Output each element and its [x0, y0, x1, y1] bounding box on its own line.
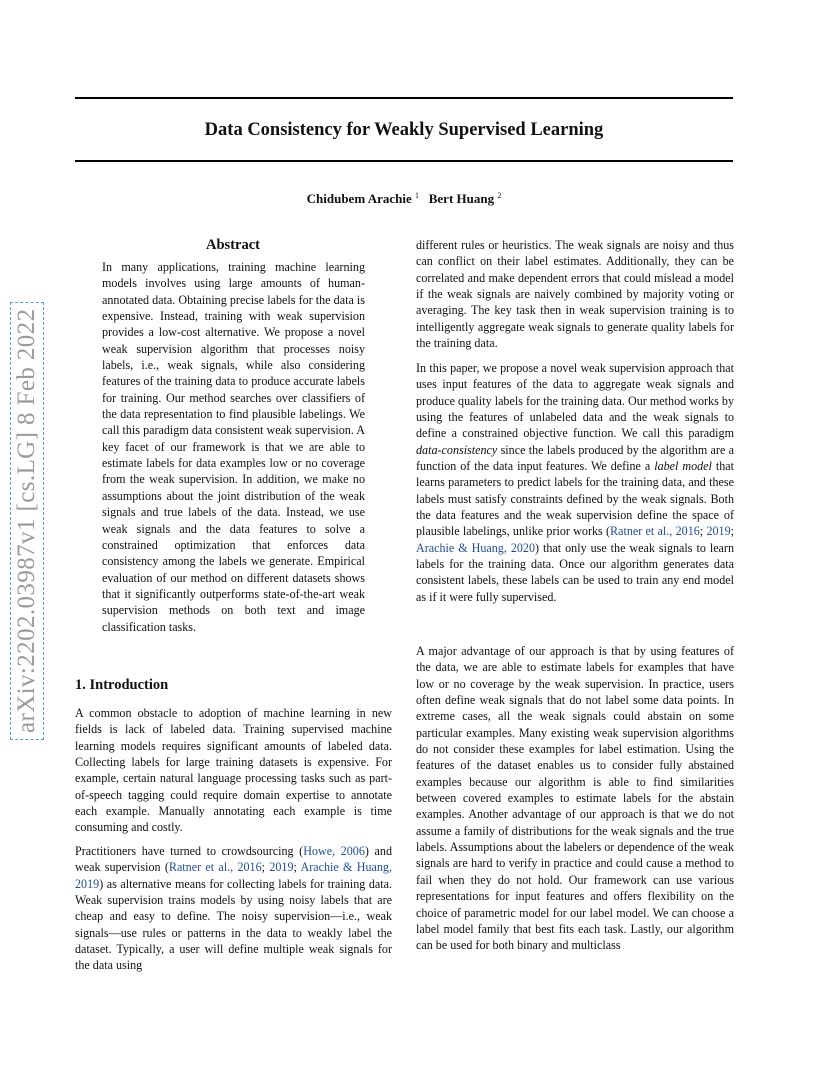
- citation-link[interactable]: Arachie & Huang, 2020: [416, 540, 536, 555]
- text-run: ;: [730, 524, 734, 539]
- abstract-heading: Abstract: [206, 237, 260, 253]
- emphasis: label model: [654, 459, 712, 474]
- citation-link[interactable]: 2019: [706, 524, 731, 539]
- author-name: Chidubem Arachie: [306, 191, 412, 206]
- emphasis: data-consistency: [416, 442, 498, 457]
- text-run: In this paper, we propose a novel weak supervision approach that uses input features of the data to aggregate weak signals and produce quality labels for the training data. Our method works by using the features of unlabeled data and the weak signals to define a constrained objective function. We call this paradigm: [416, 361, 734, 441]
- section-heading-introduction: 1. Introduction: [75, 677, 169, 693]
- text-run: ;: [261, 860, 270, 875]
- paper-title: Data Consistency for Weakly Supervised Learning: [204, 120, 604, 140]
- text-run: ) that only use the weak signals to learn labels for the training data. Once our algorithm generates data consistent labels, these labels can be used to train any end model as if it were fully supervised.: [416, 540, 734, 604]
- citation-link[interactable]: Arachie & Huang, 2019: [75, 860, 392, 891]
- text-run: since the labels produced by the algorithm are a function of the data input features. We define a: [416, 442, 734, 474]
- author-list: [75, 190, 733, 208]
- intro-paragraph-1: A common obstacle to adoption of machine learning in new fields is lack of labeled data. Training supervised machine learning models requires significant amounts of labeled data. Collecting labels for large training datasets is expensive. For example, certain natural language processing tasks such as part-of-speech tagging could require domain expertise to annotate each example. Manually annotating each example is time consuming and costly.: [75, 706, 392, 835]
- right-paragraph-2: [416, 360, 734, 605]
- citation-link[interactable]: Ratner et al., 2016: [168, 860, 262, 875]
- right-paragraph-3: A major advantage of our approach is that by using features of the data, we are able to estimate labels for examples that have low or no coverage by the weak supervision. In practice, users often define weak signals that do not label some data points. In extreme cases, all the weak signals could abstain on some particular examples. Many existing weak supervision algorithms do not consider these examples for label estimation. Using the features of the dataset enables us to consider fully abstained examples because our algorithm is able to find similarities between covered examples to estimate labels for the abstain examples. Another advantage of our approach is that we do not assume a family of distributions for the weak signals and the true labels. Assumptions about the labelers or dependence of the weak signals are hard to verify in practice and could cause a method to fail when they do not hold. Our framework can use various representations for input features and offers flexibility on the choice of parametric model for our label model. We can choose a label model family that best fits each task. Lastly, our algorithm can be used for both binary and multiclass: [416, 644, 734, 953]
- title-rule-top: [75, 97, 733, 99]
- citation-link[interactable]: 2019: [269, 860, 294, 875]
- author-affiliation-mark: 1: [414, 191, 419, 200]
- author-name: Bert Huang: [428, 191, 495, 206]
- text-run: that learns parameters to predict labels for the training data, and these labels must satisfy constraints defined by the weak signals. Both the data features and the weak supervision define the space of plausible labelings, unlike prior works (: [416, 459, 734, 539]
- intro-paragraph-2: [75, 843, 392, 974]
- text-run: ;: [699, 524, 707, 539]
- text-run: ) and weak supervision (: [75, 844, 392, 875]
- abstract-text: In many applications, training machine learning models involves using large amounts of human-annotated data. Obtaining precise labels for the data is expensive. Instead, training with weak supervision provides a low-cost alternative. We propose a novel weak supervision algorithm that processes noisy labels, i.e., weak signals, while also considering features of the training data to produce accurate labels for training. Our method searches over classifiers of the data representation to find plausible labelings. We call this paradigm data consistent weak supervision. A key facet of our framework is that we are able to estimate labels for data examples low or no coverage from the weak supervision. In addition, we make no assumptions about the joint distribution of the weak signals and true labels of the data. Instead, we use weak signals and the data features to solve a constrained optimization that enforces data consistency among the labels we generate. Empirical evaluation of our method on different datasets shows that it significantly outperforms state-of-the-art weak supervision methods on both text and image classification tasks.: [102, 260, 365, 634]
- text-run: ) as alternative means for collecting labels for training data. Weak supervision trains models by using noisy labels that are cheap and easy to define. The noisy supervision—i.e., weak signals—use rules or patterns in the data to weakly label the dataset. Typically, a user will define multiple weak signals for the data using: [75, 876, 392, 973]
- citation-link[interactable]: Ratner et al., 2016: [610, 524, 700, 539]
- arxiv-identifier-stamp[interactable]: arXiv:2202.03987v1 [cs.LG] 8 Feb 2022: [10, 302, 44, 740]
- title-rule-bottom: [75, 160, 733, 162]
- citation-link[interactable]: Howe, 2006: [303, 844, 365, 858]
- text-run: ;: [293, 860, 301, 875]
- author-affiliation-mark: 2: [497, 191, 502, 200]
- text-run: Practitioners have turned to crowdsourcing (: [75, 844, 304, 858]
- right-paragraph-1: different rules or heuristics. The weak signals are noisy and thus can conflict on their label estimates. Additionally, they can be correlated and make dependent errors that could mislead a model if the weak signals are naively combined by majority voting or averaging. The key task then in weak supervision training is to intelligently aggregate weak signals to generate quality labels for the training data.: [416, 238, 734, 351]
